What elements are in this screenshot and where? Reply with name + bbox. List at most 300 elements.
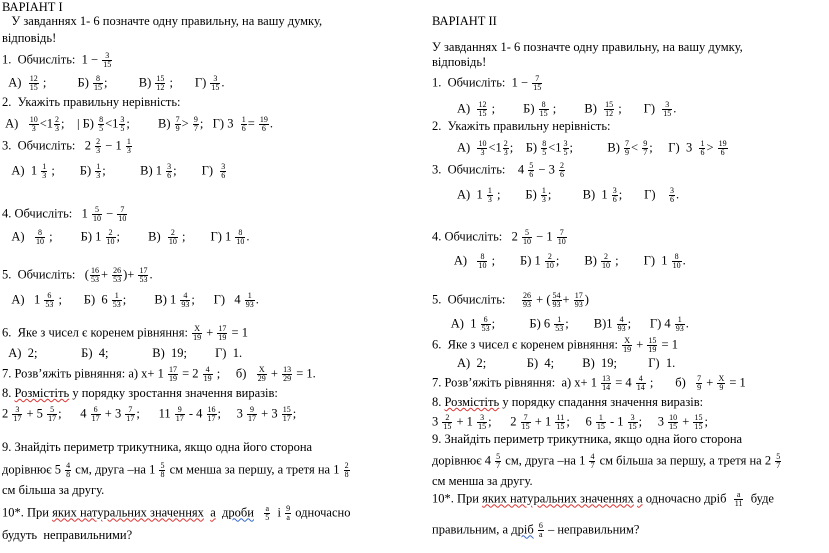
fraction xyxy=(47,406,57,423)
text-run: А) 1 xyxy=(2,292,44,307)
fraction-numerator: 2 xyxy=(559,161,564,170)
fraction-numerator: 1 xyxy=(541,186,546,195)
underlined-word: а xyxy=(210,505,216,520)
text-run: . xyxy=(673,101,677,116)
fraction-denominator: 53 xyxy=(90,275,99,284)
fraction-denominator: 6 xyxy=(221,171,226,180)
fraction xyxy=(257,366,267,383)
fraction xyxy=(112,267,122,284)
fraction xyxy=(175,116,181,133)
fraction-denominator: 7 xyxy=(193,124,198,133)
text-line xyxy=(432,432,742,446)
fraction xyxy=(693,414,703,431)
fraction-denominator: 15 xyxy=(533,83,542,92)
fraction-denominator: 6 xyxy=(720,148,725,157)
text-line xyxy=(2,386,278,400)
fraction xyxy=(65,462,71,479)
text-run: − 3 xyxy=(535,162,558,177)
text-line xyxy=(432,55,486,69)
fraction xyxy=(117,206,127,223)
fraction-denominator: 7 xyxy=(643,148,648,157)
underlined-word: дроби xyxy=(222,505,254,520)
text-run: А) xyxy=(432,140,477,155)
fraction xyxy=(91,406,101,423)
text-run: + xyxy=(679,414,693,429)
fraction-denominator: 93 xyxy=(523,300,532,309)
fraction xyxy=(612,187,618,204)
fraction xyxy=(539,101,549,118)
fraction xyxy=(521,414,531,431)
fraction xyxy=(220,163,226,180)
text-run: 7. Розв’яжіть рівняння: а) х+ 1 xyxy=(432,375,601,390)
underlined-word: а xyxy=(637,491,643,506)
fraction xyxy=(138,267,148,284)
text-run: ; Б) 1 xyxy=(488,253,544,268)
fraction-denominator: 29 xyxy=(283,374,292,383)
fraction-denominator: 15 xyxy=(539,109,548,118)
fraction-denominator: 17 xyxy=(13,414,22,423)
text-run: ; Г) xyxy=(618,187,669,202)
text-run: ; Г) 4 xyxy=(627,316,674,331)
fraction xyxy=(541,187,547,204)
text-run: . xyxy=(269,116,274,131)
fraction-denominator: 6 xyxy=(261,124,266,133)
fraction-numerator: 16 xyxy=(90,266,99,275)
fraction xyxy=(481,316,491,333)
fraction-numerator: 6 xyxy=(481,316,491,325)
text-run: − 1 xyxy=(533,229,556,244)
text-run: 2. Укажіть правильну нерівність: xyxy=(2,95,181,109)
text-run: А) 1 xyxy=(2,163,41,178)
fraction-denominator: 17 xyxy=(207,414,216,423)
fraction-numerator: 10 xyxy=(29,115,38,124)
fraction-numerator: 4 xyxy=(590,452,595,461)
fraction xyxy=(35,229,45,246)
fraction-numerator: 2 xyxy=(168,229,178,238)
text-run: > xyxy=(181,116,192,131)
text-run: А) 2; Б) 4; В) 19; Г) 1. xyxy=(432,356,676,370)
fraction xyxy=(12,406,22,423)
fraction-numerator: 4 xyxy=(617,316,627,325)
text-line xyxy=(432,337,678,354)
fraction-numerator: 1 xyxy=(487,186,492,195)
fraction xyxy=(669,187,675,204)
text-run: ; Б) xyxy=(39,75,93,90)
fraction-denominator: 12 xyxy=(605,109,614,118)
fraction-numerator: 3 xyxy=(670,186,675,195)
fraction-numerator: 7 xyxy=(521,414,531,423)
fraction-denominator: 10 xyxy=(523,237,532,246)
fraction xyxy=(487,187,493,204)
fraction xyxy=(672,253,682,270)
fraction-denominator: 17 xyxy=(248,414,257,423)
text-run: . xyxy=(246,229,250,244)
fraction-denominator: 19 xyxy=(193,333,202,342)
fraction-numerator: 7 xyxy=(125,406,135,415)
fraction-denominator: 17 xyxy=(175,414,184,423)
text-run: см менша за другу. xyxy=(432,474,533,488)
fraction-denominator: 53 xyxy=(112,300,121,309)
fraction xyxy=(155,75,165,92)
text-line xyxy=(432,75,543,92)
fraction-denominator: 5 xyxy=(120,124,125,133)
text-line xyxy=(432,187,679,204)
text-run: см більша за другу. xyxy=(2,483,105,497)
fraction xyxy=(528,162,534,179)
fraction xyxy=(98,116,104,133)
text-run: 9. Знайдіть периметр трикутника, якщо одна його сторона xyxy=(432,432,743,446)
text-run: буде xyxy=(744,491,774,506)
text-run: 2 xyxy=(2,406,12,421)
text-run: 1. Обчисліть: 1 − xyxy=(432,75,532,90)
text-run: А) xyxy=(2,75,28,90)
fraction-numerator: 8 xyxy=(93,75,103,84)
text-run: + xyxy=(203,325,217,340)
text-run: < xyxy=(631,140,642,155)
fraction-numerator: 26 xyxy=(113,266,122,275)
text-run: ; В) xyxy=(555,253,601,268)
text-line xyxy=(2,325,248,342)
fraction-numerator: 3 xyxy=(120,115,125,124)
fraction-denominator: 19 xyxy=(203,374,212,383)
fraction-numerator: 3 xyxy=(210,75,220,84)
fraction-denominator: 53 xyxy=(113,275,122,284)
fraction-numerator: X xyxy=(718,374,725,383)
fraction xyxy=(477,414,487,431)
text-run: ; В) xyxy=(116,229,167,244)
fraction-numerator: 1 xyxy=(675,316,685,325)
text-run: У завданнях 1- 6 позначте одну правильну, на вашу думку, xyxy=(2,14,323,28)
fraction-denominator: 7 xyxy=(590,461,595,470)
fraction-numerator: 8 xyxy=(35,229,45,238)
text-run: . xyxy=(685,316,689,331)
fraction-numerator: 1 xyxy=(42,162,47,171)
fraction-denominator: 15 xyxy=(103,60,112,69)
fraction-denominator: 93 xyxy=(574,300,583,309)
fraction-numerator: 9 xyxy=(643,139,648,148)
text-run: У завданнях 1- 6 позначте одну правильну, на вашу думку, xyxy=(432,40,743,54)
fraction xyxy=(696,375,702,392)
fraction-numerator: 3 xyxy=(612,186,617,195)
fraction-denominator: 3 xyxy=(31,124,36,133)
text-run: ; В) 1 xyxy=(547,187,611,202)
text-run: см, друга –на 1 xyxy=(502,453,589,468)
fraction-denominator: 5 xyxy=(542,148,547,157)
fraction-denominator: 3 xyxy=(55,124,60,133)
fraction xyxy=(159,462,165,479)
text-run: = xyxy=(247,116,258,131)
text-run: + 3 xyxy=(101,406,125,421)
fraction xyxy=(555,414,565,431)
text-run: <1 xyxy=(488,140,502,155)
fraction xyxy=(285,505,291,522)
fraction-numerator: 15 xyxy=(648,336,657,345)
fraction-denominator: 12 xyxy=(156,83,165,92)
fraction xyxy=(624,140,630,157)
fraction-denominator: a xyxy=(539,530,543,539)
text-run: − 1 xyxy=(102,138,125,153)
fraction-denominator: 15 xyxy=(663,109,672,118)
fraction-numerator: 10 xyxy=(478,139,487,148)
fraction xyxy=(717,375,725,392)
fraction xyxy=(574,292,584,309)
fraction-denominator: 6 xyxy=(167,171,172,180)
text-run: = 1. xyxy=(293,366,316,381)
fraction xyxy=(247,406,257,423)
text-line xyxy=(2,483,104,497)
fraction-numerator: 9 xyxy=(193,115,198,124)
fraction-denominator: 15 xyxy=(669,422,678,431)
fraction-denominator: 9 xyxy=(719,383,724,392)
fraction-numerator: 3 xyxy=(102,52,112,61)
text-run: ; Б) xyxy=(48,163,95,178)
fraction xyxy=(192,325,202,342)
fraction-denominator: 93 xyxy=(617,324,626,333)
fraction xyxy=(175,406,185,423)
text-line xyxy=(2,14,322,28)
text-line xyxy=(2,366,316,383)
fraction xyxy=(532,75,542,92)
text-run: ; В) 1 xyxy=(122,292,180,307)
fraction-numerator: 13 xyxy=(602,374,611,383)
fraction-numerator: 1 xyxy=(96,162,101,171)
fraction xyxy=(344,462,350,479)
fraction-numerator: 8 xyxy=(235,229,245,238)
fraction-denominator: 6 xyxy=(700,148,705,157)
fraction-numerator: 2 xyxy=(545,253,555,262)
fraction xyxy=(203,366,213,383)
text-line xyxy=(432,474,533,488)
text-run: у порядку зростання значення виразів: xyxy=(69,386,278,400)
fraction xyxy=(92,206,102,223)
fraction-numerator: a xyxy=(734,491,744,500)
text-line xyxy=(2,0,63,14)
text-run: ; Б) 1 xyxy=(45,229,105,244)
fraction-numerator: 8 xyxy=(539,101,549,110)
text-line xyxy=(2,138,133,155)
fraction-denominator: 93 xyxy=(181,300,190,309)
text-run: 5. Обчисліть: xyxy=(432,292,522,307)
fraction xyxy=(93,75,103,92)
fraction xyxy=(775,453,781,470)
fraction-numerator: 15 xyxy=(282,405,291,414)
text-run: 8. xyxy=(2,386,15,400)
fraction-numerator: 7 xyxy=(175,115,180,124)
text-run: − xyxy=(103,206,117,221)
fraction-numerator: 1 xyxy=(241,115,246,124)
text-run: <1 xyxy=(105,116,119,131)
fraction-numerator: 17 xyxy=(139,266,148,275)
fraction xyxy=(168,366,178,383)
fraction xyxy=(106,229,116,246)
fraction-numerator: 7 xyxy=(697,374,702,383)
fraction xyxy=(54,116,60,133)
fraction xyxy=(259,116,269,133)
fraction-denominator: 14 xyxy=(602,383,611,392)
fraction-denominator: 15 xyxy=(211,83,220,92)
fraction-numerator: 3 xyxy=(662,101,672,110)
text-run: + 1 xyxy=(453,414,477,429)
text-run: . xyxy=(221,75,225,90)
text-line xyxy=(2,505,350,522)
fraction xyxy=(675,316,685,333)
fraction-numerator: 6 xyxy=(91,406,101,415)
fraction xyxy=(126,138,132,155)
text-run: А) xyxy=(2,229,34,244)
fraction-denominator: 93 xyxy=(675,324,684,333)
fraction-denominator: 5 xyxy=(265,513,270,522)
fraction-numerator: 6 xyxy=(44,292,54,301)
text-run: ; 3 xyxy=(217,406,247,421)
text-run: . xyxy=(255,292,259,307)
text-line xyxy=(432,14,497,28)
text-run: ; В) 1 xyxy=(102,163,166,178)
fraction-denominator: 10 xyxy=(236,237,245,246)
fraction-numerator: 54 xyxy=(552,291,561,300)
fraction-numerator: 16 xyxy=(207,405,216,414)
text-run: 2. Укажіть правильну нерівність: xyxy=(432,119,611,133)
fraction xyxy=(112,292,122,309)
text-run: А) 1 xyxy=(432,187,486,202)
text-run: ; 4 xyxy=(58,406,90,421)
fraction-numerator: 13 xyxy=(283,365,292,374)
fraction-denominator: 29 xyxy=(257,374,266,383)
fraction-denominator: 17 xyxy=(48,414,57,423)
text-run: А) xyxy=(432,101,477,116)
text-run xyxy=(254,505,263,519)
text-line xyxy=(432,162,566,179)
text-run: см, друга –на 1 xyxy=(72,462,159,477)
text-run: 3 xyxy=(432,414,442,429)
fraction xyxy=(538,522,544,539)
text-run: А) 1 xyxy=(432,316,480,331)
fraction-denominator: 10 xyxy=(93,214,102,223)
underlined-word: яких натуральних значеннях xyxy=(482,491,634,506)
fraction-denominator: a xyxy=(286,513,290,522)
fraction-numerator: 4 xyxy=(66,461,71,470)
fraction-denominator: 15 xyxy=(596,422,605,431)
text-run: ; 2 xyxy=(488,414,520,429)
fraction-denominator: 15 xyxy=(556,422,565,431)
fraction xyxy=(29,75,39,92)
fraction-denominator: 3 xyxy=(487,195,492,204)
fraction-numerator: 17 xyxy=(218,324,227,333)
text-line xyxy=(432,414,708,431)
text-run: – неправильним? xyxy=(544,522,640,537)
fraction xyxy=(699,140,705,157)
fraction-numerator: 5 xyxy=(776,452,781,461)
fraction-numerator: 1 xyxy=(245,292,255,301)
fraction xyxy=(44,292,54,309)
fraction-numerator: 15 xyxy=(605,100,614,109)
fraction xyxy=(503,140,509,157)
fraction-numerator: 1 xyxy=(112,292,122,301)
fraction-numerator: 9 xyxy=(247,406,257,415)
text-line xyxy=(2,267,153,284)
text-run: ; Г) 4 xyxy=(191,292,244,307)
fraction-numerator: 5 xyxy=(92,206,102,215)
fraction xyxy=(193,116,199,133)
fraction-numerator: 1 xyxy=(596,414,606,423)
text-run: відповідь! xyxy=(432,55,487,69)
fraction-numerator: X xyxy=(192,325,202,334)
fraction-numerator: 2 xyxy=(442,414,452,423)
text-run: будуть неправильними? xyxy=(2,528,133,542)
fraction-denominator: 8 xyxy=(66,470,71,479)
fraction xyxy=(90,267,100,284)
text-run: ; xyxy=(292,406,297,421)
text-run: одночасно xyxy=(292,505,351,520)
fraction xyxy=(601,253,611,270)
fraction-denominator: 15 xyxy=(443,422,452,431)
text-run: <1 xyxy=(39,116,54,131)
fraction-numerator: 7 xyxy=(532,75,542,84)
fraction-numerator: 4 xyxy=(636,375,646,384)
text-run: правильним, а xyxy=(432,522,512,537)
text-line xyxy=(2,229,250,246)
fraction-denominator: 6 xyxy=(241,124,246,133)
fraction-denominator: 3 xyxy=(96,146,101,155)
fraction xyxy=(41,163,47,180)
underlined-word: Розмістіть xyxy=(444,395,500,409)
text-line xyxy=(432,395,703,409)
text-run: = 1 xyxy=(228,325,248,340)
fraction xyxy=(477,140,487,157)
fraction xyxy=(601,375,611,392)
fraction xyxy=(662,101,672,118)
fraction-numerator: 4 xyxy=(203,366,213,375)
fraction xyxy=(552,292,562,309)
text-run: ; Б) 6 xyxy=(55,292,111,307)
text-run: = 1 xyxy=(726,375,746,390)
text-run: 10*. При xyxy=(2,505,53,520)
text-run: см менша за першу, а третя на 1 xyxy=(166,462,343,477)
fraction xyxy=(522,292,532,309)
text-line xyxy=(432,40,743,54)
fraction-denominator: 53 xyxy=(481,324,490,333)
fraction-denominator: 17 xyxy=(91,414,100,423)
text-run: одночасно дріб xyxy=(642,491,733,506)
fraction-numerator: 1 xyxy=(126,137,131,146)
fraction xyxy=(95,138,101,155)
fraction-denominator: 5 xyxy=(563,148,568,157)
text-run: + 3 xyxy=(258,406,281,421)
text-line xyxy=(2,52,113,69)
text-run: А) xyxy=(432,253,477,268)
text-line xyxy=(432,522,639,539)
fraction xyxy=(668,414,678,431)
text-line xyxy=(2,292,259,309)
fraction-denominator: 15 xyxy=(628,422,637,431)
fraction-denominator: 93 xyxy=(245,300,254,309)
fraction-denominator: 93 xyxy=(552,300,561,309)
fraction-numerator: 5 xyxy=(47,406,57,415)
text-line xyxy=(432,292,589,309)
fraction xyxy=(217,325,227,342)
underlined-word: Розмістіть xyxy=(14,386,70,400)
fraction-numerator: 17 xyxy=(168,365,177,374)
text-run: і xyxy=(271,505,285,520)
fraction xyxy=(125,406,135,423)
text-run: 1. Обчисліть: 1 − xyxy=(2,52,102,67)
fraction-denominator: 19 xyxy=(648,345,657,354)
fraction-numerator: 3 xyxy=(167,162,172,171)
text-run: 4. Обчисліть: 2 xyxy=(432,229,522,244)
fraction-numerator: 7 xyxy=(625,139,630,148)
fraction-denominator: 3 xyxy=(96,171,101,180)
fraction-denominator: 15 xyxy=(94,83,103,92)
fraction-numerator: 12 xyxy=(29,74,38,83)
